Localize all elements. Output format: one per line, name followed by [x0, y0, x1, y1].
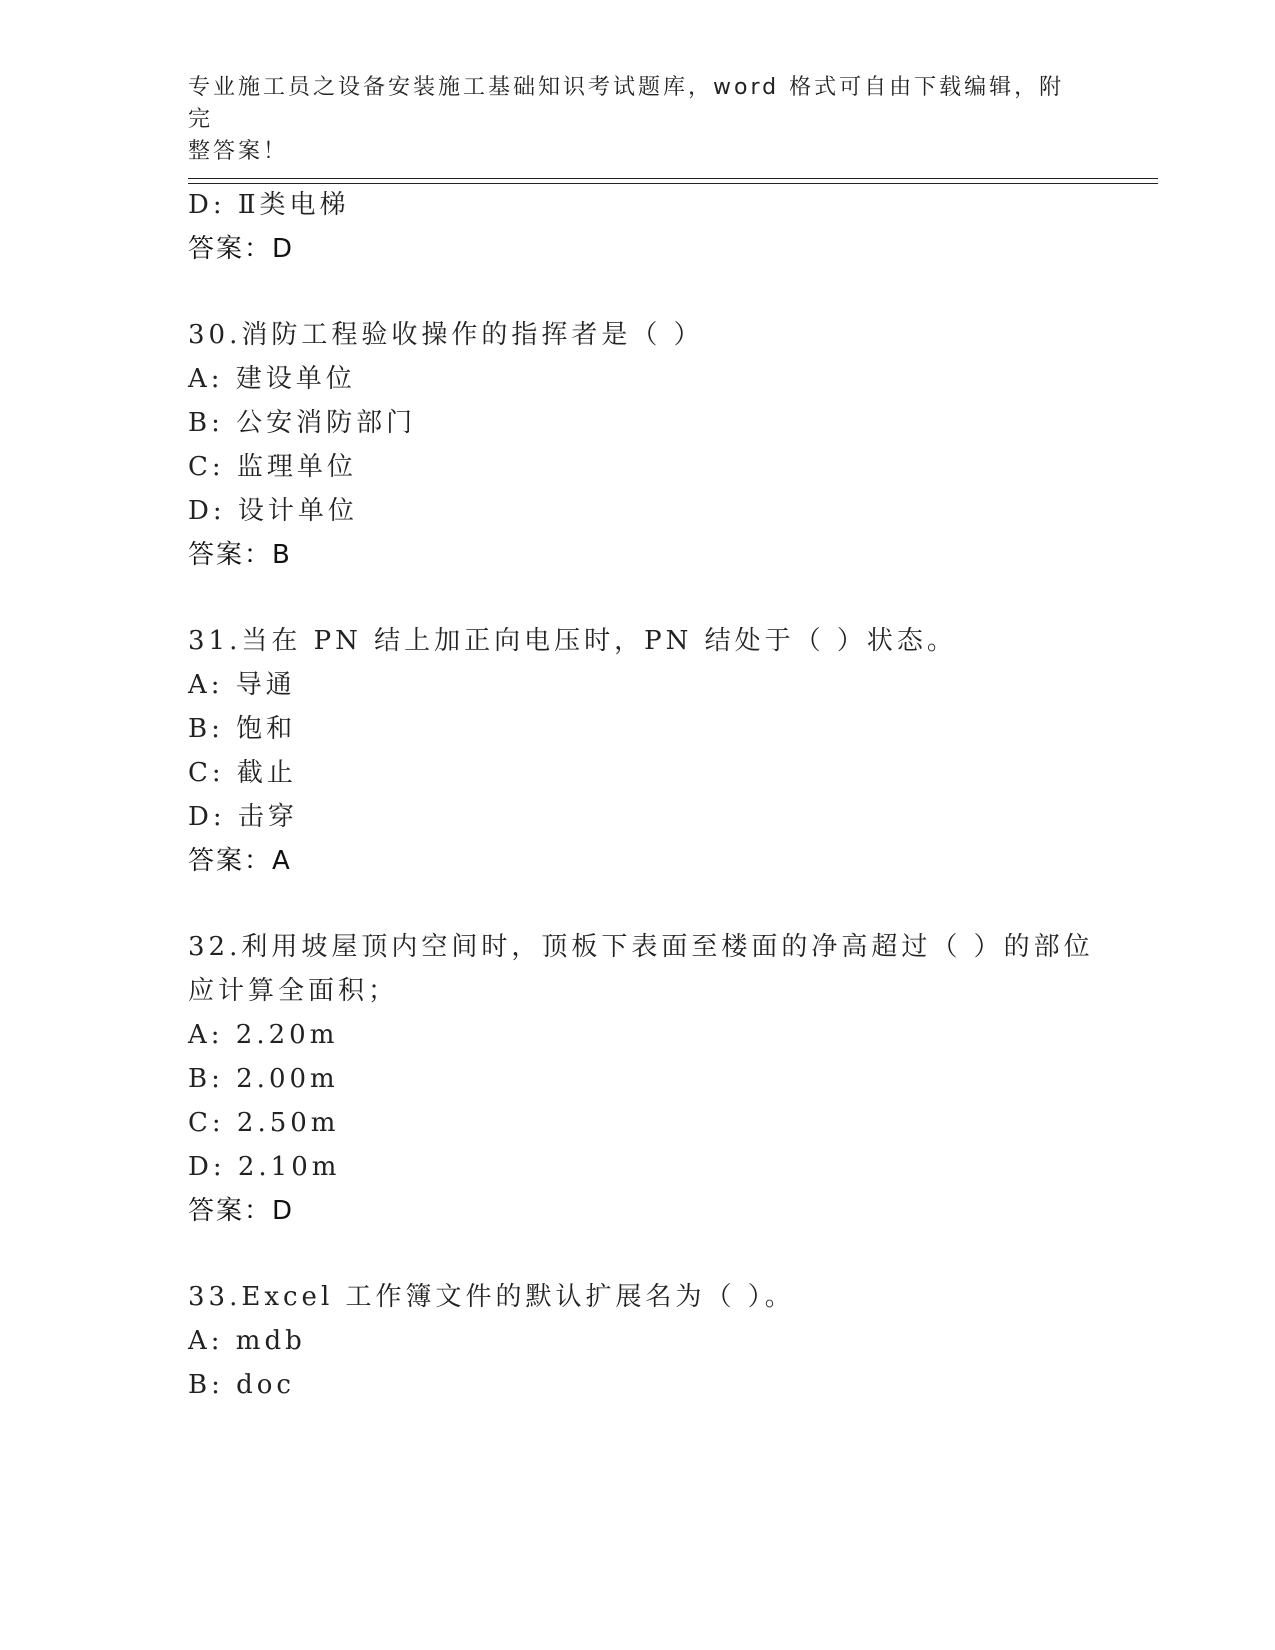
option-a: A: 建设单位 — [188, 364, 356, 394]
option-a: A: mdb — [188, 1326, 306, 1356]
question-stem: 33.Excel 工作簿文件的默认扩展名为（ ）。 — [188, 1282, 795, 1312]
option-a: A: 导通 — [188, 670, 296, 700]
option-c: C: 监理单位 — [188, 452, 357, 482]
option-a: A: 2.20m — [188, 1020, 339, 1050]
answer-label: 答案：B — [188, 540, 292, 570]
question-stem-line-1: 32.利用坡屋顶内空间时，顶板下表面至楼面的净高超过（ ）的部位 — [188, 932, 1094, 962]
question-stem: 31.当在 PN 结上加正向电压时，PN 结处于（ ）状态。 — [188, 626, 957, 656]
option-d: D: Ⅱ类电梯 — [188, 190, 350, 220]
option-b: B: 饱和 — [188, 714, 297, 744]
question-stem-line-2: 应计算全面积； — [188, 976, 399, 1006]
option-d: D: 击穿 — [188, 802, 298, 832]
header-divider-bottom — [188, 183, 1158, 184]
answer-label: 答案：D — [188, 234, 295, 264]
option-d: D: 设计单位 — [188, 496, 358, 526]
option-b: B: doc — [188, 1370, 295, 1400]
answer-label: 答案：D — [188, 1196, 295, 1226]
document-header — [188, 72, 1068, 168]
answer-label: 答案：A — [188, 846, 292, 876]
header-divider-top — [188, 178, 1158, 179]
option-c: C: 2.50m — [188, 1108, 340, 1138]
question-stem: 30.消防工程验收操作的指挥者是（ ） — [188, 320, 704, 350]
option-d: D: 2.10m — [188, 1152, 341, 1182]
option-c: C: 截止 — [188, 758, 297, 788]
header-line-1: 专业施工员之设备安装施工基础知识考试题库，word 格式可自由下载编辑，附完 — [188, 75, 1065, 132]
option-b: B: 公安消防部门 — [188, 408, 417, 438]
header-line-2: 整答案！ — [188, 139, 289, 164]
option-b: B: 2.00m — [188, 1064, 339, 1094]
